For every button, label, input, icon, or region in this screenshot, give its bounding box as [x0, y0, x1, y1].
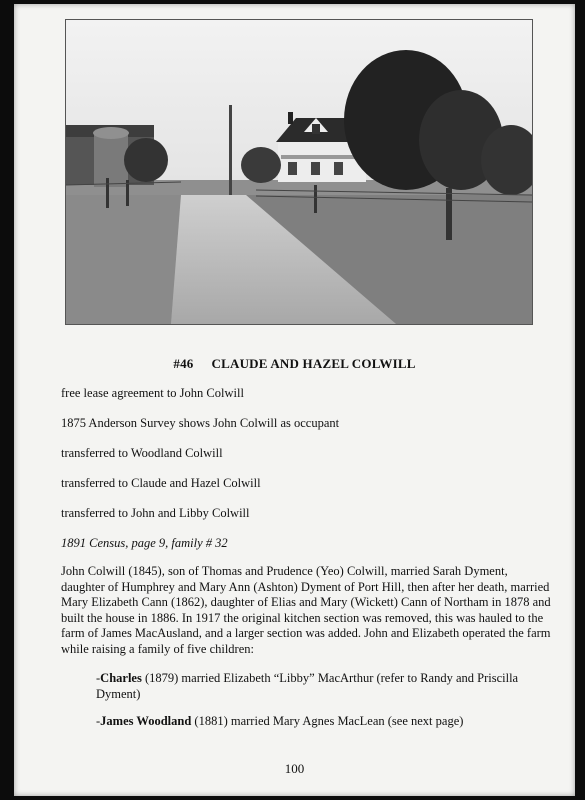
- document-page: [14, 4, 575, 796]
- census-reference: 1891 Census, page 9, family # 32: [61, 536, 228, 550]
- biography-paragraph: John Colwill (1845), son of Thomas and Prudence (Yeo) Colwill, married Sarah Dyment, daughter of Humphrey and Mary Ann (Ashton) Dyment of Port Hill, then after her death, married Mary Elizabeth Cann (1862), daughter of Elias and Mary (Wickett) Cann of Northam in 1878 and built the house in 1886. In 1917 the original kitchen section was removed, this was hauled to the farm of James MacAusland, and a larger section was added. John and Elizabeth operated the farm while raising a family of five children:: [61, 564, 551, 656]
- child-entry: -James Woodland (1881) married Mary Agnes MacLean (see next page): [96, 714, 464, 728]
- section-title: CLAUDE AND HAZEL COLWILL: [211, 356, 416, 371]
- entry-line: transferred to Claude and Hazel Colwill: [61, 476, 261, 490]
- child-entry: -Charles (1879) married Elizabeth “Libby” MacArthur (refer to Randy and Priscilla Dyment): [96, 671, 519, 701]
- child-name: Charles: [100, 671, 142, 685]
- section-heading: [14, 356, 575, 372]
- farmhouse-photo: [65, 19, 533, 325]
- lot-number: #46: [173, 356, 194, 371]
- farmhouse-photo-image: [66, 20, 532, 324]
- page-number: 100: [284, 761, 305, 776]
- entry-line: free lease agreement to John Colwill: [61, 386, 244, 400]
- entry-line: transferred to John and Libby Colwill: [61, 506, 250, 520]
- child-name: James Woodland: [100, 714, 192, 728]
- bleed-through-text: [214, 324, 217, 335]
- entry-line: transferred to Woodland Colwill: [61, 446, 223, 460]
- entry-line: 1875 Anderson Survey shows John Colwill as occupant: [61, 416, 340, 430]
